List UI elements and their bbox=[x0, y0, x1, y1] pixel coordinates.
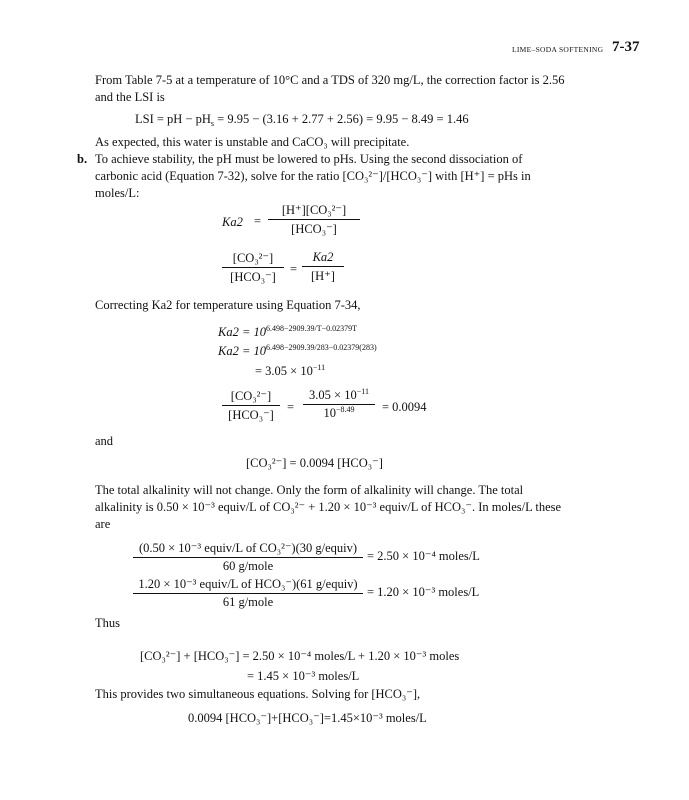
constant-denominator bbox=[303, 405, 375, 421]
part-b-label: b. bbox=[77, 152, 88, 166]
temp-eq-line3-exp: −11 bbox=[312, 363, 326, 372]
equals-sign: = bbox=[254, 214, 262, 228]
ka2-fraction bbox=[268, 202, 360, 237]
temp-eq-line1-exp: 6.498−2909.39/T−0.02379T bbox=[266, 324, 358, 333]
constant-denominator-base: 10 bbox=[323, 406, 336, 420]
final-equation: 0.0094 [HCO₃⁻]+[HCO₃⁻]=1.45×10⁻³ moles/L bbox=[188, 711, 427, 725]
constant-numerator-base: 3.05 × 10 bbox=[309, 388, 357, 402]
temp-eq-line1 bbox=[218, 325, 357, 340]
ka2-over-h-numerator: Ka2 bbox=[302, 250, 344, 267]
ratio-value-fraction bbox=[222, 388, 280, 423]
equals-sign: = bbox=[290, 262, 298, 276]
temp-eq-line2-lhs: Ka2 = 10 bbox=[218, 344, 267, 358]
paragraph-table-ref: From Table 7-5 at a temperature of 10°C and a TDS of 320 mg/L, the correction factor is 2.56 and the LSI is bbox=[95, 73, 565, 104]
constant-numerator bbox=[303, 388, 375, 405]
temp-eq-line3 bbox=[255, 364, 325, 379]
constant-fraction bbox=[303, 388, 375, 421]
conversion2-fraction bbox=[133, 576, 363, 610]
ka2-symbol: Ka2 bbox=[222, 215, 243, 229]
sum-equation-line1: [CO₃²⁻] + [HCO₃⁻] = 2.50 × 10⁻⁴ moles/L + 1.20 × 10⁻³ moles bbox=[140, 649, 460, 663]
sum-equation-line2: = 1.45 × 10⁻³ moles/L bbox=[247, 669, 360, 683]
ka2-over-h-fraction bbox=[302, 250, 344, 284]
and-label: and bbox=[95, 434, 114, 448]
ratio-result: = 0.0094 bbox=[382, 400, 427, 414]
constant-numerator-exp: −11 bbox=[356, 387, 369, 396]
conversion1-result: = 2.50 × 10⁻⁴ moles/L bbox=[367, 549, 480, 563]
conversion1-denominator: 60 g/mole bbox=[222, 559, 274, 573]
temp-eq-line2-exp: 6.498−2909.39/283−0.02379(283) bbox=[266, 343, 377, 352]
ka2-denominator: [HCO₃⁻] bbox=[291, 222, 337, 236]
ka2-over-h-denominator: [H⁺] bbox=[311, 269, 335, 283]
ratio-denominator: [HCO₃⁻] bbox=[230, 270, 276, 284]
lsi-lhs: LSI = pH − pH bbox=[135, 112, 211, 126]
paragraph-simultaneous: This provides two simultaneous equations. Solving for [HCO₃⁻], bbox=[95, 687, 421, 701]
temp-eq-line2 bbox=[218, 344, 377, 359]
equals-sign: = bbox=[287, 400, 295, 414]
ratio-fraction bbox=[222, 250, 284, 285]
ratio-value-denominator: [HCO₃⁻] bbox=[228, 408, 274, 422]
lsi-sub: s bbox=[210, 119, 215, 128]
paragraph-alkalinity: The total alkalinity will not change. Only the form of alkalinity will change. The total alkalinity is 0.50 × 10⁻³ equiv/L of CO₃²⁻ + 1.20 × 10⁻³ equiv/L of HCO₃⁻. In moles/L these are bbox=[95, 483, 562, 531]
conversion1-numerator: (0.50 × 10⁻³ equiv/L of CO₃²⁻)(30 g/equiv) bbox=[133, 540, 363, 558]
thus-label: Thus bbox=[95, 616, 120, 630]
temp-eq-line3-value: = 3.05 × 10 bbox=[255, 364, 313, 378]
conversion2-denominator: 61 g/mole bbox=[222, 595, 274, 609]
paragraph-unstable: As expected, this water is unstable and CaCO₃ will precipitate. bbox=[95, 135, 410, 149]
lsi-equation bbox=[135, 112, 469, 127]
ratio-value-numerator: [CO₃²⁻] bbox=[222, 388, 280, 406]
conversion2-numerator: 1.20 × 10⁻³ equiv/L of HCO₃⁻)(61 g/equiv) bbox=[133, 576, 363, 594]
co3-equation: [CO₃²⁻] = 0.0094 [HCO₃⁻] bbox=[246, 456, 383, 470]
constant-denominator-exp: −8.49 bbox=[335, 405, 355, 414]
conversion1-fraction bbox=[133, 540, 363, 574]
part-b-text: To achieve stability, the pH must be lowered to pHs. Using the second dissociation of carbonic acid (Equation 7-32), solve for the ratio [CO₃²⁻]/[HCO₃⁻] with [H⁺] = pHs in moles/L: bbox=[95, 152, 531, 200]
paragraph-correcting: Correcting Ka2 for temperature using Equation 7-34, bbox=[95, 298, 361, 312]
conversion2-result: = 1.20 × 10⁻³ moles/L bbox=[367, 585, 480, 599]
ka2-numerator: [H⁺][CO₃²⁻] bbox=[268, 202, 360, 220]
ratio-numerator: [CO₃²⁻] bbox=[222, 250, 284, 268]
lsi-rhs: = 9.95 − (3.16 + 2.77 + 2.56) = 9.95 − 8.49 = 1.46 bbox=[214, 112, 469, 126]
running-header: LIME–SODA SOFTENING bbox=[512, 45, 604, 54]
temp-eq-line1-lhs: Ka2 = 10 bbox=[218, 325, 267, 339]
page-number: 7-37 bbox=[612, 39, 640, 55]
